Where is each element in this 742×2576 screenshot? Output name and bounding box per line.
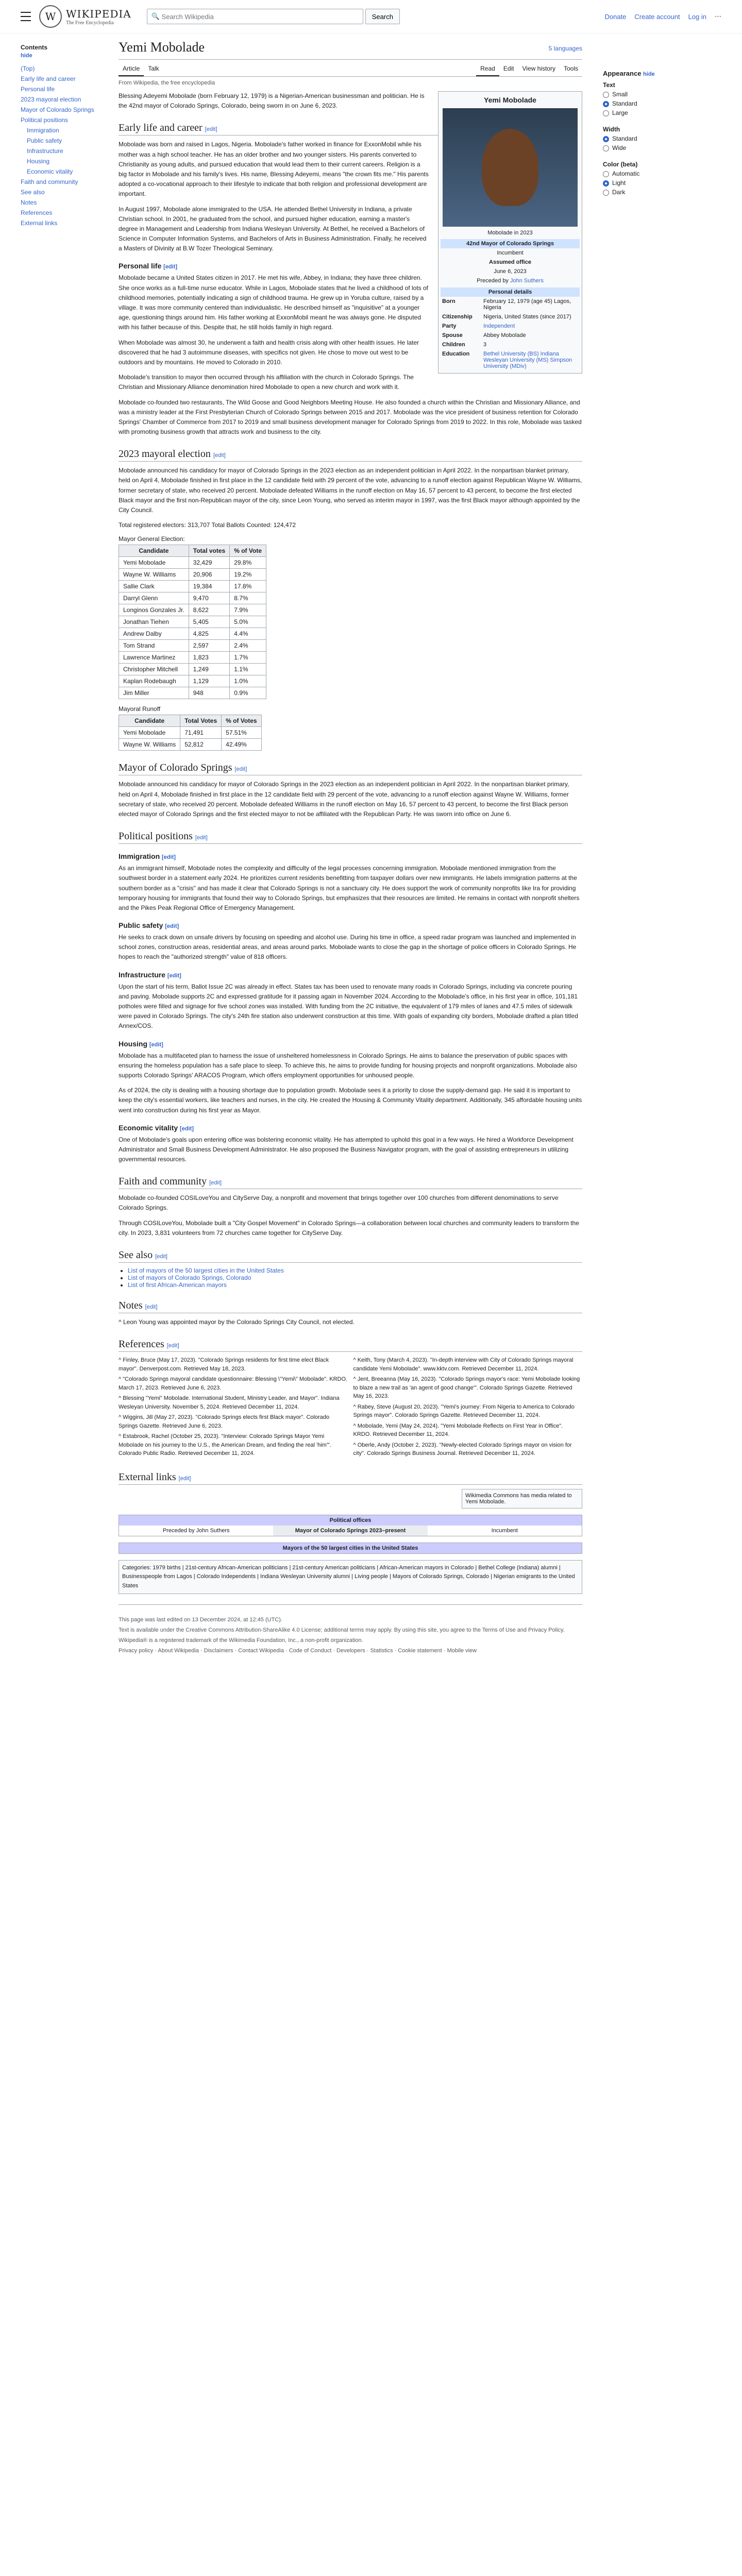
table-row: Andrew Dalby 4,825 4.4%	[119, 628, 266, 640]
see-also-link[interactable]: List of mayors of Colorado Springs, Colorado	[128, 1274, 251, 1281]
paragraph: Mobolade announced his candidacy for mayor of Colorado Springs in the 2023 election as an independent politician in April 2022. In the nonpartisan blanket primary, held on April 4, Mobolade finished in first place in the 12 candidate field with 29 percent of the vote, advancing to a runoff election against Republican Wayne W. Williams, former secretary of state, who received 20 percent. Mobolade defeated Williams in the runoff election on May 16, 57 percent to 43 percent, to become the first elected Black mayor and the first non-Republican mayor of the city, since Leon Young, who served as interim mayor in 1997, was the first Black mayor although appointed by the City Council.	[119, 467, 582, 514]
search-icon: 🔍	[151, 12, 162, 20]
paragraph: Through COSILoveYou, Mobolade built a "City Gospel Movement" in Colorado Springs—a collaboration between local churches and community leaders to transform the city. In 2023, 3,831 volunteers from 72 churches came together for CityServe Day.	[119, 1219, 579, 1236]
section-heading: External links [edit]	[119, 1471, 582, 1485]
paragraph: Mobolade announced his candidacy for mayor of Colorado Springs in the 2023 election as an independent politician in April 2022. In the nonpartisan blanket primary, held on April 4, Mobolade finished in first place in the 12 candidate field with 29 percent of the vote, advancing to a runoff election against Wayne W. Williams, former secretary of state, who received 20 percent. Mobolade defeated Williams in the runoff election on May 16, 57 percent to 43 percent, to become the first Black person elected mayor of Colorado Springs and the first elected mayor to not be affiliated with the Republican Party. He was sworn into office on June 6.	[119, 781, 569, 818]
table-row: Kaplan Rodebaugh 1,129 1.0%	[119, 675, 266, 687]
toc-item[interactable]: (Top)	[21, 65, 35, 72]
commons-box[interactable]: Wikimedia Commons has media related to Yemi Mobolade.	[462, 1489, 582, 1509]
portrait-figure	[482, 129, 538, 206]
mayors-navbox	[119, 1543, 582, 1554]
search-button[interactable]: Search	[365, 9, 400, 24]
wordmark: WIKIPEDIA	[66, 7, 131, 20]
radio-large[interactable]: Large	[603, 108, 690, 117]
edit-link[interactable]: [edit]	[149, 1041, 163, 1048]
infobox-row: Born February 12, 1979 (age 45) Lagos, Nigeria	[442, 298, 571, 311]
toc-item[interactable]: Notes	[21, 199, 37, 206]
paragraph: Mobolade became a United States citizen in 2017. He met his wife, Abbey, in Indiana; they have three children. She once works as a full-time nurse educator. While in Lagos, Mobolade states that he lived a childhood of lots of childhood memories, potentially indicating a sign of childhood trauma. He grew up in Yoruba culture, raised by a village. It was more community centered than individualistic. He described himself as "inquisitive" at a younger age, questioning things around him. His father working at ExxonMobil meant he was always gone. He disputed with his father because of this. Despite that, he still holds family in high regard.	[119, 274, 429, 331]
toc-item[interactable]: Economic vitality	[27, 168, 73, 175]
tab-read[interactable]: Read	[476, 62, 499, 76]
section-heading: References [edit]	[119, 1338, 582, 1352]
navbox-heading: Political offices	[119, 1515, 582, 1526]
paragraph: As of 2024, the city is dealing with a housing shortage due to population growth. Mobolade sees it a priority to close the supply-demand gap. He said it is important to keep the city's essential workers, like teachers and nurses, in the city. He created the Housing & Community Vitality department. Additionally, 345 affordable housing units went into construction during his first year as Mayor.	[119, 1087, 582, 1114]
page-tabs	[119, 62, 582, 77]
section-heading: Infrastructure [edit]	[119, 970, 181, 979]
section-heading: Faith and community [edit]	[119, 1176, 582, 1189]
color-group	[603, 160, 690, 197]
succession-box	[119, 1515, 582, 1536]
incumbent-cell: Incumbent	[491, 1527, 518, 1534]
edit-link[interactable]: [edit]	[165, 923, 179, 930]
category-links[interactable]: Categories: 1979 births | 21st-century African-American politicians | 21st-century American politicians | African-American mayors in Colorado | Bethel College (Indiana) alumni | Businesspeople from Lagos | Colorado Independents | Indiana Wesleyan University alumni | Living people | Mayors of Colorado Springs, Colorado | Nigerian emigrants to the United States	[119, 1560, 582, 1595]
table-header: Total votes	[189, 545, 229, 557]
infobox-row: Party Independent	[442, 323, 515, 329]
intro-paragraph: Blessing Adeyemi Mobolade (born February 12, 1979) is a Nigerian-American businessman and politician. He is the 42nd mayor of Colorado Springs, Colorado, being sworn in on June 6, 2023.	[119, 92, 425, 110]
table-row: Christopher Mitchell 1,249 1.1%	[119, 664, 266, 675]
languages-button[interactable]: 5 languages	[548, 45, 582, 52]
width-group	[603, 125, 690, 152]
color-label: Color (beta)	[603, 161, 638, 168]
infobox	[438, 91, 582, 374]
infobox-row: Citizenship Nigeria, United States (since 2017)	[442, 314, 571, 320]
paragraph: As an immigrant himself, Mobolade notes the complexity and difficulty of the legal processes concerning immigration. Mobolade mentioned immigration from the southwest border in a statement early 2024. He prioritizes current residents benefitting from taxpayer dollars over new immigrants. He labels immigration patterns at the southern border as a "crisis" and has made it clear that Colorado Springs is not a sanctuary city. He does support the work of community nonprofits like Ira for providing temporary housing for immigrants that found their way to Colorado Springs, but emphasizes that their resources are limited. He remains in contact with nonprofit shelters and the Pikes Peak Regional Office of Emergency Management.	[119, 865, 580, 911]
table-row: Darryl Glenn 9,470 8.7%	[119, 592, 266, 604]
toc-item[interactable]: Faith and community	[21, 178, 78, 185]
create-account-link[interactable]: Create account	[634, 12, 680, 21]
main-menu-icon[interactable]	[21, 12, 31, 21]
paragraph: Upon the start of his term, Ballot Issue 2C was already in effect. States tax has been used to renovate many roads in Colorado Springs, including via concrete pouring and paving. Mobolade supports 2C and expressed gratitude for it passing again in November 2024. According to the Mobolade's office, in his first year in office, 101,181 potholes were filled and signage for five school zones was installed. With funding from the 2C initiative, the equivalent of 179 miles of lanes and 47.5 miles of sidewalk were paved in Colorado Springs. The city's 24th fire station also underwent construction at this time. With goals of expanding city borders, Mobolade drafted a plan titled Annex/COS.	[119, 982, 578, 1030]
search-placeholder: Search Wikipedia	[161, 12, 214, 21]
reference-item[interactable]: ^ Finley, Bruce (May 17, 2023). "Colorado Springs residents for first time elect Black mayor". Denverpost.com. Retrieved May 18, 2023.	[119, 1357, 329, 1372]
table-of-contents	[21, 33, 103, 1667]
photo-caption: Mobolade in 2023	[487, 230, 533, 236]
table-header: Candidate	[119, 545, 189, 557]
table-row: Yemi Mobolade 32,429 29.8%	[119, 557, 266, 569]
infobox-row: Children 3	[442, 342, 487, 348]
table-row: Jim Miller 948 0.9%	[119, 687, 266, 699]
paragraph: Mobolade co-founded two restaurants, The Wild Goose and Good Neighbors Meeting House. He also founded a church within the Christian and Missionary Alliance, and was a ministry leader at the First Presbyterian Church of Colorado Springs between 2015 and 2017. Mobolade was the vice president of business retention for Colorado Springs' Chamber of Commerce from 2017 to 2019 and small business development manager for Colorado Springs from 2019 to 2022. In this role, Mobolade was tasked with promoting business growth that attracts work and business to the city.	[119, 398, 582, 436]
paragraph: Mobolade's transition to mayor then occurred through his affiliation with the church in Colorado Springs. The Christian and Missionary Alliance denomination hired Mobolade to open a new church and work with it.	[119, 374, 414, 391]
edit-link[interactable]: [edit]	[209, 1180, 222, 1187]
edit-link[interactable]: [edit]	[155, 1253, 167, 1260]
table-row: Yemi Mobolade 71,491 57.51%	[119, 727, 262, 739]
paragraph: When Mobolade was almost 30, he underwent a faith and health crisis along with other health issues. He later discovered that he had 3 autoimmune diseases, with specifics not given. He chose to move out west to be outdoors and by mountains. He moved to Colorado in 2010.	[119, 338, 419, 366]
edit-link[interactable]: [edit]	[145, 1304, 158, 1310]
reference-item[interactable]: ^ "Colorado Springs mayoral candidate questionnaire: Blessing \"Yemi\" Mobolade". KRDO. March 17, 2023. Retrieved June 6, 2023.	[119, 1376, 348, 1391]
toc-item[interactable]: Political positions	[21, 116, 69, 124]
tab-history[interactable]: View history	[522, 65, 555, 72]
toc-item[interactable]: External links	[21, 219, 58, 227]
more-icon[interactable]: ⋯	[715, 12, 721, 20]
section-heading: Personal life [edit]	[119, 262, 178, 270]
preceded-cell[interactable]: Preceded by John Suthers	[162, 1527, 230, 1534]
personal-band: Personal details	[441, 287, 580, 297]
assumed-label: Assumed office	[489, 259, 531, 265]
wikipedia-logo[interactable]: W	[39, 5, 62, 28]
radio-color-dark[interactable]: Dark	[603, 188, 690, 197]
reference-item[interactable]: ^ Blessing "Yemi" Mobolade. International Student, Ministry Leader, and Mayor". Indiana Wesleyan University. November 5, 2024. Retrieved December 11, 2024.	[119, 1395, 340, 1410]
toc-hide[interactable]: hide	[21, 53, 32, 59]
section-heading: Notes [edit]	[119, 1300, 582, 1313]
last-edited: This page was last edited on 13 December 2024, at 12:45 (UTC).	[119, 1617, 282, 1623]
radio-small[interactable]: Small	[603, 90, 690, 99]
table-header: % of Vote	[230, 545, 266, 557]
table-header: Total Votes	[180, 715, 222, 727]
section-heading: Housing [edit]	[119, 1039, 163, 1048]
infobox-row: Spouse Abbey Mobolade	[442, 332, 526, 338]
edit-link[interactable]: [edit]	[234, 766, 247, 773]
reference-item[interactable]: ^ Jent, Breeanna (May 16, 2023). "Colorado Springs mayor's race: Yemi Mobolade looking to blaze a new trail as 'an agent of good change'". Colorado Springs Gazette. Retrieved May 16, 2023.	[353, 1376, 580, 1400]
tab-article[interactable]: Article	[119, 62, 144, 76]
appearance-title: Appearance hide	[603, 70, 655, 77]
section-heading: Public safety [edit]	[119, 921, 179, 930]
text-size-label: Text	[603, 81, 615, 89]
text-size-group	[603, 80, 690, 117]
assumed-date: June 6, 2023	[494, 268, 527, 275]
navbox-heading[interactable]: Mayors of the 50 largest cities in the United States	[119, 1543, 582, 1553]
toc-item[interactable]: Public safety	[27, 137, 62, 144]
toc-item[interactable]: Mayor of Colorado Springs	[21, 106, 94, 113]
table-row: Longinos Gonzales Jr. 8,622 7.9%	[119, 604, 266, 616]
edit-link[interactable]: [edit]	[167, 972, 181, 979]
table-row: Sallie Clark 19,384 17.8%	[119, 581, 266, 592]
edit-link[interactable]: [edit]	[163, 264, 178, 270]
note: ^ Leon Young was appointed mayor by the Colorado Springs City Council, not elected.	[119, 1318, 355, 1326]
toc-item[interactable]: Housing	[27, 158, 50, 165]
login-link[interactable]: Log in	[688, 12, 706, 21]
donate-link[interactable]: Donate	[604, 12, 627, 21]
general-results-table	[119, 545, 266, 699]
section-heading: Political positions [edit]	[119, 831, 582, 844]
appearance-panel	[603, 33, 690, 1667]
paragraph: Mobolade has a multifaceted plan to harness the issue of unsheltered homelessness in Colorado Springs. He aims to balance the preservation of public spaces with ensuring the homeless population has a safe place to sleep. To achieve this, he aims to provide funding for housing projects and nonprofit organizations. Mobolade also supports Colorado Springs' ARACOS Program, which offers employment opportunities for unhoused people.	[119, 1052, 577, 1079]
runoff-caption: Mayoral Runoff	[119, 705, 161, 713]
see-also-link[interactable]: List of mayors of the 50 largest cities in the United States	[128, 1267, 284, 1274]
office-cell[interactable]: Mayor of Colorado Springs 2023–present	[273, 1526, 427, 1536]
election-total: Total registered electors: 313,707 Total Ballots Counted: 124,472	[119, 521, 296, 529]
toc-item[interactable]: 2023 mayoral election	[21, 96, 81, 103]
paragraph: Mobolade co-founded COSILoveYou and CityServe Day, a nonprofit and movement that brings together over 100 churches from different denominations to serve Colorado Springs.	[119, 1194, 559, 1212]
radio-standard[interactable]: Standard	[603, 99, 690, 108]
runoff-results-table	[119, 715, 262, 751]
section-heading: 2023 mayoral election [edit]	[119, 448, 582, 462]
radio-width-wide[interactable]: Wide	[603, 143, 690, 152]
table-header: % of Votes	[222, 715, 261, 727]
appearance-hide[interactable]: hide	[643, 71, 655, 77]
table-row: Wayne W. Williams 20,906 19.2%	[119, 569, 266, 581]
section-heading: Immigration [edit]	[119, 852, 176, 861]
title-row	[119, 40, 582, 60]
edit-link[interactable]: [edit]	[180, 1125, 194, 1132]
toc-item[interactable]: Early life and career	[21, 75, 76, 82]
reference-item[interactable]: ^ Mobolade, Yemi (May 24, 2024). "Yemi Mobolade Reflects on First Year in Office". KRDO. Retrieved December 11, 2024.	[353, 1422, 563, 1438]
tagline: The Free Encyclopedia	[66, 20, 114, 26]
edit-link[interactable]: [edit]	[205, 126, 217, 133]
paragraph: He seeks to crack down on unsafe drivers by focusing on speeding and alcohol use. During his time in office, a speed radar program was launched and implemented in school zones, construction areas, residential areas, and areas around parks. Mobolade wants to close the gap in the shortage of police officers in Colorado Springs. He hopes to reach the "authorized strength" value of 818 officers.	[119, 934, 577, 961]
table-row: Jonathan Tiehen 5,405 5.0%	[119, 616, 266, 628]
toc-item[interactable]: Immigration	[27, 127, 59, 134]
reference-item[interactable]: ^ Wiggins, Jill (May 27, 2023). "Colorado Springs elects first Black mayor". Colorado Springs Gazette. Retrieved June 6, 2023.	[119, 1414, 330, 1429]
office-band[interactable]: 42nd Mayor of Colorado Springs	[441, 239, 580, 248]
preceded-by: Preceded by John Suthers	[477, 278, 544, 284]
reference-item[interactable]: ^ Oberle, Andy (October 2, 2023). "Newly-elected Colorado Springs mayor on vision for city". Colorado Springs Business Journal. Retrieved December 11, 2024.	[353, 1442, 572, 1457]
table-row: Tom Strand 2,597 2.4%	[119, 640, 266, 652]
radio-width-standard[interactable]: Standard	[603, 134, 690, 143]
tab-edit[interactable]: Edit	[503, 65, 514, 72]
license-text: Text is available under the Creative Commons Attribution-ShareAlike 4.0 License; additional terms may apply. By using this site, you agree to the Terms of Use and Privacy Policy. Wikipedia® is a registered trademark of the Wikimedia Foundation, Inc., a non-profit organization.	[119, 1627, 565, 1644]
section-heading: Mayor of Colorado Springs [edit]	[119, 762, 582, 775]
preceded-link[interactable]: John Suthers	[510, 278, 544, 284]
footer-links[interactable]: Privacy policy · About Wikipedia · Disclaimers · Contact Wikipedia · Code of Conduct · Developers · Statistics · Cookie statement · Mobile view	[119, 1647, 477, 1654]
from-wikipedia: From Wikipedia, the free encyclopedia	[119, 80, 215, 86]
user-links	[604, 12, 721, 21]
reference-item[interactable]: ^ Estabrook, Rachel (October 25, 2023). "Interview: Colorado Springs Mayor Yemi Mobolade on his journey to the U.S., the American Dream, and finding the real 'him'". Colorado Public Radio. Retrieved December 11, 2024.	[119, 1433, 331, 1457]
table-header: Candidate	[119, 715, 180, 727]
see-also-link[interactable]: List of first African-American mayors	[128, 1281, 227, 1289]
toc-item[interactable]: See also	[21, 189, 45, 196]
article-content	[119, 33, 582, 1667]
reference-list	[119, 1356, 582, 1460]
infobox-row: Education Bethel University (BS) Indiana Wesleyan University (MS) Simpson University (MDiv)	[442, 351, 572, 369]
reference-item[interactable]: ^ Keith, Tony (March 4, 2023). "In-depth interview with City of Colorado Springs mayoral candidate Yemi Mobolade". www.kktv.com. Retrieved December 11, 2024.	[353, 1357, 574, 1372]
reference-item[interactable]: ^ Rabey, Steve (August 20, 2023). "Yemi's journey: From Nigeria to America to Colorado Springs mayor". Colorado Springs Gazette. Retrieved December 11, 2024.	[353, 1403, 575, 1419]
edit-link[interactable]: [edit]	[162, 854, 176, 861]
general-caption: Mayor General Election:	[119, 535, 185, 543]
infobox-title: Yemi Mobolade	[484, 96, 536, 104]
tab-tools[interactable]: Tools	[563, 65, 578, 72]
width-label: Width	[603, 126, 620, 133]
radio-color-light[interactable]: Light	[603, 178, 690, 188]
section-heading: See also [edit]	[119, 1249, 582, 1263]
paragraph: In August 1997, Mobolade alone immigrated to the USA. He attended Bethel University in Indiana, a private Christian school. In 2001, he graduated from the school, and pursued higher education, earning a master's degree in Management and Leadership from Indiana Wesleyan University. At Bethel, he received a Bachelors of Science in Computer Information Systems, and Bachelors of Arts in Business Administration. Finally, he received a Masters of Divinity at B.W Tozer Theological Seminary.	[119, 205, 427, 252]
table-row: Lawrence Martinez 1,823 1.7%	[119, 652, 266, 664]
edit-link[interactable]: [edit]	[213, 452, 226, 459]
edit-link[interactable]: [edit]	[166, 1343, 179, 1349]
section-heading: Economic vitality [edit]	[119, 1123, 194, 1132]
search-input[interactable]	[147, 9, 363, 24]
paragraph: One of Mobolade's goals upon entering office was bolstering economic vitality. He has attempted to uphold this goal in a few ways. He hired a Workforce Development Administrator and Small Business Development Administrator. He also proposed the Business Navigator program, with the goal of assisting entrepreneurs in utilizing governmental resources.	[119, 1136, 574, 1163]
section-heading: Early life and career [edit]	[119, 122, 582, 135]
toc-item[interactable]: References	[21, 209, 53, 216]
page-title: Yemi Mobolade	[119, 40, 205, 55]
radio-color-auto[interactable]: Automatic	[603, 169, 690, 178]
table-row: Wayne W. Williams 52,812 42.49%	[119, 739, 262, 751]
tab-talk[interactable]: Talk	[148, 65, 159, 72]
edit-link[interactable]: [edit]	[178, 1475, 191, 1482]
portrait-photo[interactable]	[443, 108, 578, 227]
paragraph: Mobolade was born and raised in Lagos, Nigeria. Mobolade's father worked in finance for ExxonMobil while his mother was a high school teacher. He has an older brother and two younger sisters. His parents converted to Christianity as young adults, and pursued education that would lead them to their current careers. Religion is a big factor in Mobolade and his family's lives. His name, Blessing Adeyemi, means "the crown fits me." His parents adopted a co-vocational approach to their lifestyle to indicate that both religion and professional development are important.	[119, 141, 429, 198]
incumbent: Incumbent	[497, 250, 524, 256]
page-footer	[119, 1604, 582, 1666]
wordmark-block[interactable]	[66, 8, 131, 26]
toc-item[interactable]: Personal life	[21, 86, 55, 93]
site-header	[0, 0, 742, 33]
toc-title: Contents hide	[21, 44, 103, 60]
toc-item[interactable]: Infrastructure	[27, 147, 63, 155]
edit-link[interactable]: [edit]	[195, 835, 208, 841]
